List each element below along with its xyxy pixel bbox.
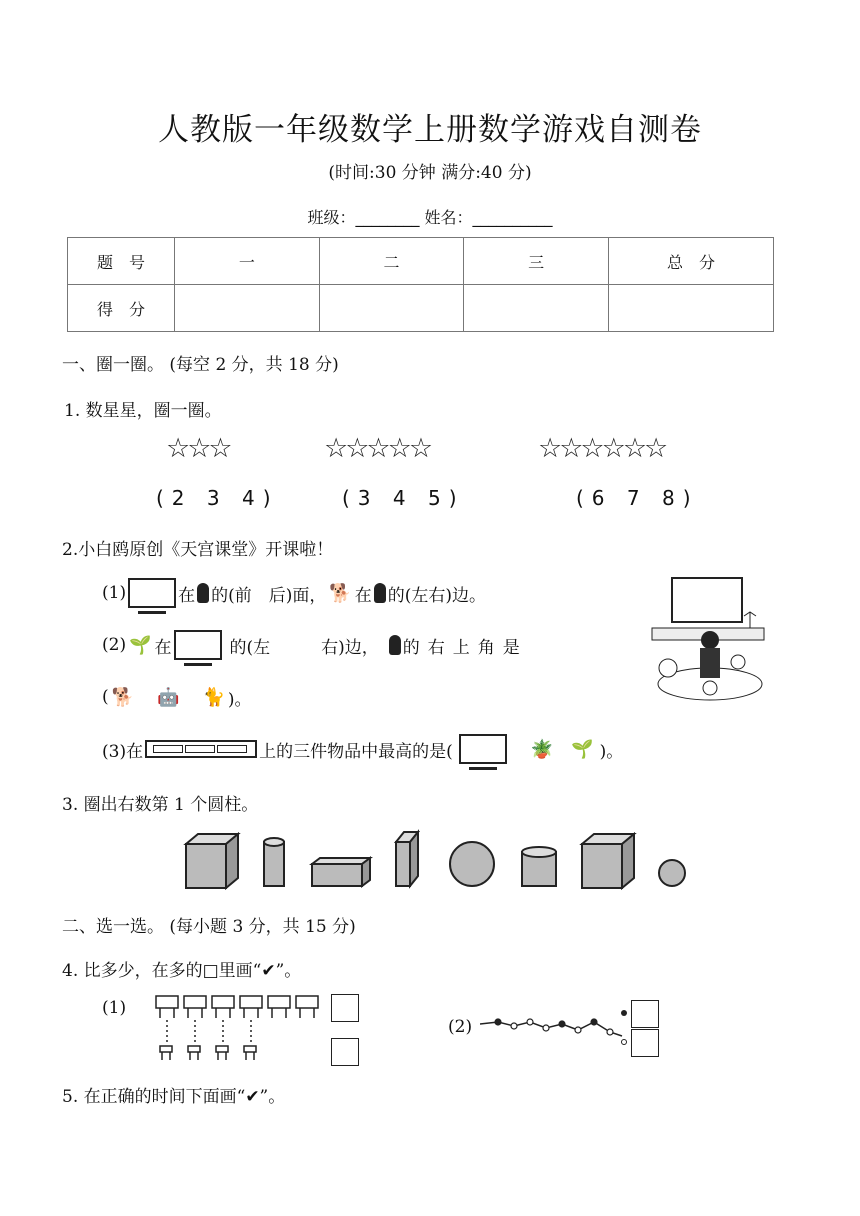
part-2-open-paren: ( <box>102 687 109 707</box>
part-3-label: (3)在 <box>102 741 144 762</box>
part-1-text-e[interactable]: 的(左右)边。 <box>387 585 487 606</box>
star-group-2: ☆☆☆☆☆ <box>324 433 431 464</box>
girl-icon <box>389 635 401 655</box>
score-header-2: 二 <box>319 238 464 285</box>
tv-icon[interactable] <box>459 734 507 764</box>
part-3-text-c: )。 <box>599 741 624 762</box>
part-1-text-b: 在 <box>178 585 196 606</box>
page-subtitle: (时间:30 分钟 满分:40 分) <box>328 163 532 183</box>
plant-icon[interactable]: 🌱 <box>571 738 594 760</box>
choice-group-1[interactable]: (2 3 4) <box>156 486 279 510</box>
section-1-heading: 一、圈一圈。 (每空 2 分，共 18 分) <box>62 355 339 375</box>
cabinet-icon <box>145 740 257 758</box>
desk-icon <box>156 996 178 1018</box>
section-2-heading: 二、选一选。 (每小题 3 分，共 15 分) <box>62 917 356 937</box>
desk-icon <box>296 996 318 1018</box>
part-2-label: (2) <box>102 635 127 655</box>
cube-icon[interactable] <box>186 834 238 888</box>
part-1-text-d: 在 <box>354 585 372 606</box>
sphere-icon[interactable] <box>450 842 494 886</box>
answer-box-white-beads[interactable] <box>631 1029 659 1057</box>
chair-icon <box>244 1046 256 1060</box>
question-4-text: 4. 比多少，在多的□里画“✔”。 <box>62 961 302 981</box>
black-bead-icon <box>621 1010 627 1016</box>
score-cell-2[interactable] <box>319 285 464 332</box>
answer-box-desks[interactable] <box>331 994 359 1022</box>
desks-chairs-illustration <box>150 992 330 1064</box>
robot-icon[interactable]: 🤖 <box>157 686 180 708</box>
score-table <box>67 237 774 332</box>
question-5-text: 5. 在正确的时间下面画“✔”。 <box>62 1087 286 1107</box>
page-title: 人教版一年级数学上册数学游戏自测卷 <box>158 112 702 148</box>
score-header-total: 总 分 <box>609 238 774 285</box>
part-2-text-d: 的右上角是 <box>402 637 528 658</box>
cylinder-icon[interactable] <box>522 847 556 886</box>
white-bead-icon <box>621 1039 627 1045</box>
question-2-part-3 <box>102 732 623 766</box>
beads-string-illustration <box>480 1006 630 1056</box>
part-1-label: (1) <box>102 583 127 603</box>
question-4-part-1-label: (1) <box>102 998 127 1018</box>
classroom-illustration <box>640 572 770 712</box>
question-2-part-2-options <box>102 680 252 714</box>
part-2-text-c[interactable]: 的(左 右)边， <box>229 637 379 658</box>
score-cell-3[interactable] <box>464 285 609 332</box>
question-4-part-2-label: (2) <box>448 1017 473 1037</box>
tv-icon <box>174 630 222 660</box>
choice-group-2[interactable]: (3 4 5) <box>342 486 465 510</box>
dog-icon[interactable]: 🐕 <box>111 686 135 708</box>
desk-icon <box>240 996 262 1018</box>
chair-icon <box>216 1046 228 1060</box>
chair-icon <box>160 1046 172 1060</box>
part-2-close-paren: )。 <box>227 689 252 710</box>
desk-icon <box>268 996 290 1018</box>
cat-icon[interactable]: 🐈 <box>202 686 225 708</box>
plant-pot-icon[interactable]: 🪴 <box>530 738 554 760</box>
chair-icon <box>188 1046 200 1060</box>
plant-icon: 🌱 <box>129 634 152 656</box>
dog-icon: 🐕 <box>329 582 352 604</box>
cylinder-icon[interactable] <box>264 838 284 886</box>
question-2-part-1 <box>102 576 486 610</box>
question-1-text: 1. 数星星，圈一圈。 <box>64 401 222 421</box>
question-2-text: 2.小白鸥原创《天宫课堂》开课啦！ <box>62 540 334 560</box>
score-row-label: 得 分 <box>68 285 175 332</box>
shapes-row <box>180 826 700 892</box>
tv-icon <box>128 578 176 608</box>
girl-icon <box>374 583 386 603</box>
question-2-part-2 <box>102 628 528 662</box>
choice-group-3[interactable]: (6 7 8) <box>576 486 699 510</box>
cube-icon[interactable] <box>582 834 634 888</box>
desk-icon <box>184 996 206 1018</box>
score-header-number: 题 号 <box>68 238 175 285</box>
score-header-3: 三 <box>464 238 609 285</box>
tall-cuboid-icon[interactable] <box>396 832 418 886</box>
answer-box-chairs[interactable] <box>331 1038 359 1066</box>
small-sphere-icon[interactable] <box>659 860 685 886</box>
desk-icon <box>212 996 234 1018</box>
cuboid-icon[interactable] <box>312 858 370 886</box>
star-group-1: ☆☆☆ <box>166 433 230 464</box>
score-cell-total[interactable] <box>609 285 774 332</box>
part-3-text-b: 上的三件物品中最高的是( <box>259 741 453 762</box>
answer-box-black-beads[interactable] <box>631 1000 659 1028</box>
girl-icon <box>197 583 209 603</box>
class-name-line[interactable]: 班级：________ 姓名：__________ <box>307 208 553 227</box>
star-group-3: ☆☆☆☆☆☆ <box>538 433 666 464</box>
part-2-text-b: 在 <box>154 637 172 658</box>
score-header-1: 一 <box>175 238 320 285</box>
score-cell-1[interactable] <box>175 285 320 332</box>
question-3-text: 3. 圈出右数第 1 个圆柱。 <box>62 795 259 815</box>
part-1-text-c[interactable]: 的(前 后)面， <box>211 585 327 606</box>
